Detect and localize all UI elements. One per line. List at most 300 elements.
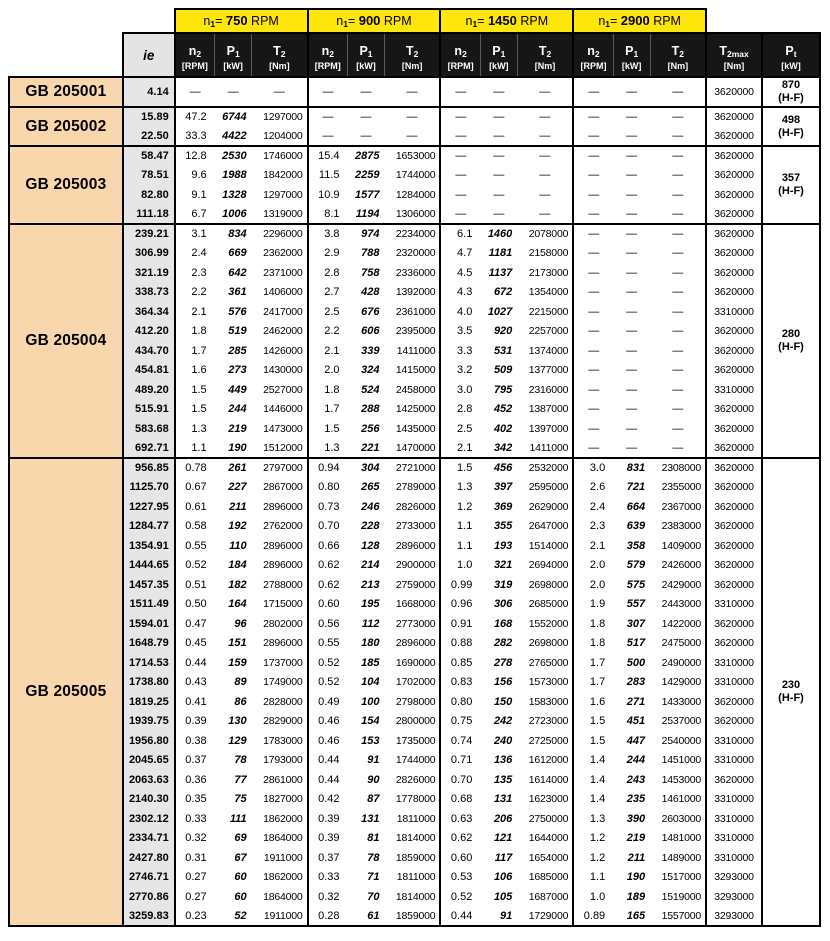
subcol-symbol xyxy=(309,39,347,61)
cell-n2-2900: — xyxy=(573,107,613,127)
subcol-unit: [RPM] xyxy=(447,60,474,71)
ie-value: 2334.71 xyxy=(123,829,175,849)
pt-value: 230 xyxy=(781,679,801,691)
cell-n2-2900: 1.3 xyxy=(589,812,606,825)
cell-t2max: 3620000 xyxy=(706,634,762,654)
cell-n2-1450: 0.63 xyxy=(450,812,473,825)
cell-n2-1450: 0.74 xyxy=(450,734,473,747)
ie-value: 2140.30 xyxy=(123,790,175,810)
ie-value: 1444.65 xyxy=(123,556,175,576)
header-blank-model xyxy=(9,33,123,77)
cell-n2-900: 3.8 xyxy=(308,224,348,244)
cell-n2-900: 2.2 xyxy=(324,325,340,338)
table-row xyxy=(9,497,820,517)
pt-note: (H-F) xyxy=(778,185,804,197)
cell-p1-750: 60 xyxy=(234,871,247,884)
cell-p1-2900: 447 xyxy=(626,734,646,747)
cell-n2-2900: 1.7 xyxy=(589,656,606,669)
cell-n2-750: 0.27 xyxy=(185,890,207,903)
cell-n2-2900: 1.6 xyxy=(589,695,606,708)
cell-p1-2900: 358 xyxy=(626,539,646,552)
cell-t2-2900: 1489000 xyxy=(650,848,706,868)
cell-p1-2900: — xyxy=(626,422,638,435)
cell-p1-2900: 235 xyxy=(626,793,646,806)
cell-p1-900: 606 xyxy=(361,325,380,338)
cell-p1-1450: 306 xyxy=(493,598,513,611)
cell-p1-750: 182 xyxy=(228,578,247,591)
cell-t2-750: 1297000 xyxy=(252,107,308,127)
cell-t2-1450: 2750000 xyxy=(517,809,573,829)
cell-t2-1450: 1685000 xyxy=(517,868,573,888)
speed-unit: RPM xyxy=(516,14,549,28)
t2max-sym: T xyxy=(719,43,727,58)
cell-p1-900: 221 xyxy=(361,441,380,454)
cell-t2-900: 2798000 xyxy=(384,692,440,712)
cell-p1-1450: 1027 xyxy=(487,305,513,318)
cell-p1-750: 151 xyxy=(228,637,247,650)
cell-t2-900: 1814000 xyxy=(384,887,440,907)
cell-n2-750: 0.35 xyxy=(185,793,207,806)
ie-value: 1819.25 xyxy=(123,692,175,712)
cell-n2-1450: 0.68 xyxy=(450,793,473,806)
cell-p1-1450: 150 xyxy=(493,695,513,708)
cell-n2-900: 10.9 xyxy=(318,188,340,201)
cell-n2-2900: 1.8 xyxy=(589,637,606,650)
ie-value: 58.47 xyxy=(123,146,175,166)
cell-p1-2900: — xyxy=(626,169,638,182)
cell-t2-900: 2896000 xyxy=(384,634,440,654)
cell-p1-900: 131 xyxy=(361,812,380,825)
speed-sym: n xyxy=(598,14,606,28)
cell-p1-1450: 1181 xyxy=(488,247,513,260)
ie-value: 1648.79 xyxy=(123,634,175,654)
cell-t2-2900: 2537000 xyxy=(650,712,706,732)
cell-t2-900: 1668000 xyxy=(384,595,440,615)
cell-p1-900: 1577 xyxy=(354,188,380,201)
cell-n2-750: 0.32 xyxy=(185,832,207,845)
cell-p1-2900: 211 xyxy=(627,851,646,864)
table-row xyxy=(9,556,820,576)
cell-n2-750: 0.27 xyxy=(185,871,207,884)
cell-n2-1450: 3.0 xyxy=(457,383,473,396)
cell-t2max: 3620000 xyxy=(706,127,762,147)
table-row xyxy=(9,439,820,459)
cell-p1-2900: — xyxy=(626,383,638,396)
cell-n2-750: — xyxy=(175,77,215,107)
cell-n2-2900: — xyxy=(588,325,600,338)
ie-value: 956.85 xyxy=(123,458,175,478)
cell-p1-1450: 531 xyxy=(493,344,513,357)
model-label: GB 205002 xyxy=(9,107,123,146)
cell-t2-1450: 2723000 xyxy=(517,712,573,732)
cell-n2-750: 1.1 xyxy=(191,441,207,454)
ie-value: 1227.95 xyxy=(123,497,175,517)
ie-value: 78.51 xyxy=(123,166,175,186)
cell-p1-1450: 106 xyxy=(493,871,513,884)
cell-p1-2900: 189 xyxy=(626,890,646,903)
cell-t2-750: 1749000 xyxy=(252,673,308,693)
table-row xyxy=(9,380,820,400)
cell-t2max: 3310000 xyxy=(706,380,762,400)
cell-n2-900: 0.52 xyxy=(318,676,340,689)
ie-value: 364.34 xyxy=(123,302,175,322)
cell-t2-900: 2759000 xyxy=(384,575,440,595)
cell-p1-1450: 319 xyxy=(493,578,513,591)
cell-n2-900: 0.73 xyxy=(318,500,340,513)
ie-value: 412.20 xyxy=(123,322,175,342)
subcol-sym: n xyxy=(587,43,595,58)
cell-n2-1450: 3.3 xyxy=(457,344,473,357)
cell-p1-750: 449 xyxy=(228,383,247,396)
cell-p1-1450: 105 xyxy=(493,890,513,903)
model-label: GB 205001 xyxy=(9,77,123,107)
cell-p1-750: 211 xyxy=(229,500,247,513)
subcol-sym: n xyxy=(454,43,463,58)
header-speed-row xyxy=(9,9,820,33)
cell-t2-750: 1862000 xyxy=(252,809,308,829)
cell-t2-750: 2788000 xyxy=(252,575,308,595)
header-t2-2900 xyxy=(650,33,706,77)
cell-p1-2900: — xyxy=(613,146,650,166)
table-row xyxy=(9,224,820,244)
ie-value: 1125.70 xyxy=(123,478,175,498)
cell-p1-900: 246 xyxy=(361,500,380,513)
cell-t2-750: 2371000 xyxy=(252,263,308,283)
subcol-sub: 2 xyxy=(280,48,286,59)
cell-n2-2900: — xyxy=(588,383,600,396)
cell-t2-750: 1911000 xyxy=(252,848,308,868)
cell-n2-750: 1.5 xyxy=(191,383,207,396)
cell-t2-750: 2296000 xyxy=(252,224,308,244)
subcol-sub: 2 xyxy=(413,48,419,59)
ie-value: 321.19 xyxy=(123,263,175,283)
subcol-sym: P xyxy=(359,43,368,58)
pt-header-symbol xyxy=(763,39,819,61)
cell-n2-1450: — xyxy=(455,169,467,182)
cell-n2-2900: — xyxy=(588,286,600,299)
cell-n2-2900: — xyxy=(573,77,613,107)
cell-p1-750: 244 xyxy=(228,403,247,416)
cell-t2-1450: 2078000 xyxy=(517,224,573,244)
table-header xyxy=(9,9,820,77)
cell-t2-900: 1744000 xyxy=(384,751,440,771)
subcol-sub: 2 xyxy=(679,48,685,59)
cell-t2max: 3310000 xyxy=(706,731,762,751)
cell-t2-2900: — xyxy=(650,185,706,205)
cell-t2-900: 1425000 xyxy=(384,400,440,420)
pt-cell xyxy=(762,146,820,224)
cell-t2-750: 1862000 xyxy=(252,868,308,888)
cell-n2-2900: — xyxy=(588,188,600,201)
cell-p1-1450: — xyxy=(480,77,517,107)
cell-p1-750: 86 xyxy=(234,695,247,708)
cell-t2-2900: 1422000 xyxy=(650,614,706,634)
cell-t2-750: 1715000 xyxy=(252,595,308,615)
cell-n2-900: 8.1 xyxy=(324,207,340,220)
cell-t2max: 3620000 xyxy=(706,770,762,790)
cell-t2-1450: — xyxy=(517,146,573,166)
cell-t2-2900: 1557000 xyxy=(650,907,706,927)
cell-p1-1450: 282 xyxy=(493,637,513,650)
cell-t2-900: 1415000 xyxy=(384,361,440,381)
cell-n2-2900: — xyxy=(588,169,600,182)
cell-t2-900: 1811000 xyxy=(384,868,440,888)
cell-p1-1450: 342 xyxy=(493,441,513,454)
cell-p1-1450: 355 xyxy=(493,520,513,533)
subcol-symbol xyxy=(614,39,650,61)
cell-n2-1450: 4.3 xyxy=(457,286,473,299)
cell-n2-750: 2.2 xyxy=(191,286,207,299)
cell-p1-750: 519 xyxy=(228,325,247,338)
subcol-unit: [RPM] xyxy=(181,60,208,71)
cell-t2-2900: 1481000 xyxy=(650,829,706,849)
cell-t2max: 3620000 xyxy=(706,263,762,283)
subcol-sym: P xyxy=(226,43,235,58)
cell-n2-1450: 0.83 xyxy=(450,676,473,689)
cell-t2-2900: — xyxy=(650,224,706,244)
cell-p1-1450: 1137 xyxy=(488,266,513,279)
cell-n2-900: 2.1 xyxy=(324,344,340,357)
cell-t2-750: 2462000 xyxy=(252,322,308,342)
table-row xyxy=(9,751,820,771)
cell-t2-750: 1473000 xyxy=(252,419,308,439)
cell-t2-2900: 2540000 xyxy=(650,731,706,751)
cell-t2-750: 1426000 xyxy=(252,341,308,361)
cell-p1-1450: — xyxy=(493,129,505,142)
speed-unit: RPM xyxy=(649,14,681,28)
cell-t2-2900: 2367000 xyxy=(650,497,706,517)
cell-t2-2900: — xyxy=(650,439,706,459)
speed-unit: RPM xyxy=(380,14,412,28)
speed-header-750 xyxy=(175,9,308,33)
ie-value: 1714.53 xyxy=(123,653,175,673)
cell-p1-1450: 91 xyxy=(480,907,517,927)
cell-n2-750: 0.45 xyxy=(185,637,207,650)
cell-n2-1450: 1.1 xyxy=(457,520,473,533)
ie-value: 515.91 xyxy=(123,400,175,420)
speed-unit: RPM xyxy=(247,14,279,28)
cell-p1-750: — xyxy=(215,77,252,107)
cell-t2-1450: 2316000 xyxy=(517,380,573,400)
cell-t2-2900: 1461000 xyxy=(650,790,706,810)
cell-p1-900: 256 xyxy=(361,422,380,435)
pt-value: 357 xyxy=(781,172,801,184)
table-row xyxy=(9,341,820,361)
header-blank-right xyxy=(706,9,820,33)
cell-n2-900: — xyxy=(322,129,334,142)
cell-n2-2900: 1.7 xyxy=(589,676,606,689)
cell-t2-900: 1284000 xyxy=(384,185,440,205)
cell-p1-900: — xyxy=(348,77,385,107)
subcol-sym: P xyxy=(492,43,501,58)
subcol-sub: 1 xyxy=(633,48,639,59)
cell-t2-900: — xyxy=(384,107,440,127)
cell-t2-2900: 1451000 xyxy=(650,751,706,771)
cell-p1-2900: 283 xyxy=(626,676,646,689)
ie-value: 2770.86 xyxy=(123,887,175,907)
cell-t2-1450: 1374000 xyxy=(517,341,573,361)
cell-t2-1450: 2595000 xyxy=(517,478,573,498)
cell-p1-1450: 452 xyxy=(493,403,513,416)
cell-t2-750: 2896000 xyxy=(252,497,308,517)
cell-t2-900: 1702000 xyxy=(384,673,440,693)
cell-p1-900: 324 xyxy=(361,364,380,377)
table-row xyxy=(9,907,820,927)
cell-p1-900: 78 xyxy=(367,851,380,864)
ie-value: 2045.65 xyxy=(123,751,175,771)
cell-p1-750: 273 xyxy=(228,364,247,377)
cell-n2-1450: — xyxy=(455,129,467,142)
cell-n2-2900: 1.5 xyxy=(589,734,606,747)
cell-p1-750: 2530 xyxy=(215,146,252,166)
cell-t2-1450: 1614000 xyxy=(517,770,573,790)
cell-t2-750: 2861000 xyxy=(252,770,308,790)
cell-t2-1450: 2215000 xyxy=(517,302,573,322)
cell-p1-750: 111 xyxy=(229,812,247,825)
subcol-sym: T xyxy=(405,43,414,58)
table-row xyxy=(9,107,820,127)
cell-n2-900: 2.7 xyxy=(324,286,340,299)
cell-p1-750: 361 xyxy=(228,286,247,299)
cell-t2-1450: — xyxy=(517,205,573,225)
cell-t2-900: 2826000 xyxy=(384,770,440,790)
pt-value: 870 xyxy=(781,79,801,91)
cell-t2max: 3620000 xyxy=(706,536,762,556)
pt-unit: [kW] xyxy=(781,60,801,71)
cell-p1-1450: 795 xyxy=(493,383,513,396)
table-row xyxy=(9,517,820,537)
cell-n2-750: 0.55 xyxy=(185,539,207,552)
cell-n2-2900: 2.0 xyxy=(589,578,606,591)
table-row xyxy=(9,478,820,498)
header-n2-750 xyxy=(175,33,215,77)
table-row xyxy=(9,244,820,264)
cell-p1-1450: 121 xyxy=(493,832,513,845)
ie-value: 2063.63 xyxy=(123,770,175,790)
ie-value: 111.18 xyxy=(123,205,175,225)
cell-t2-900: 1392000 xyxy=(384,283,440,303)
table-row xyxy=(9,653,820,673)
cell-t2-900: 1306000 xyxy=(384,205,440,225)
cell-t2-1450: 1514000 xyxy=(517,536,573,556)
ie-header: ie xyxy=(123,33,175,77)
cell-p1-900: 288 xyxy=(361,403,380,416)
cell-p1-1450: — xyxy=(480,146,517,166)
speed-sub: 1 xyxy=(343,19,348,29)
cell-t2-750: 1842000 xyxy=(252,166,308,186)
table-row xyxy=(9,127,820,147)
cell-t2-1450: 2694000 xyxy=(517,556,573,576)
cell-t2-1450: — xyxy=(517,166,573,186)
speed-sub: 1 xyxy=(605,19,611,29)
cell-p1-2900: 721 xyxy=(626,481,646,494)
cell-n2-900: 0.94 xyxy=(308,458,348,478)
cell-p1-1450: — xyxy=(493,207,505,220)
cell-t2max: 3310000 xyxy=(706,848,762,868)
cell-t2-1450: 1573000 xyxy=(517,673,573,693)
cell-p1-2900: 579 xyxy=(626,559,646,572)
cell-n2-2900: 1.4 xyxy=(589,754,606,767)
speed-eq: = xyxy=(610,14,621,28)
cell-t2-750: 2802000 xyxy=(252,614,308,634)
cell-t2max: 3310000 xyxy=(706,809,762,829)
pt-note: (H-F) xyxy=(778,92,804,104)
cell-n2-900: 0.46 xyxy=(318,734,340,747)
cell-n2-750: 2.1 xyxy=(191,305,207,318)
cell-n2-900: 0.52 xyxy=(318,656,340,669)
cell-p1-2900: — xyxy=(626,286,638,299)
cell-t2-1450: — xyxy=(517,107,573,127)
cell-p1-750: 77 xyxy=(234,773,247,786)
cell-t2-750: 1512000 xyxy=(252,439,308,459)
t2max-header xyxy=(706,33,762,77)
table-row xyxy=(9,790,820,810)
cell-p1-750: 164 xyxy=(228,598,247,611)
cell-p1-2900: 307 xyxy=(626,617,646,630)
cell-p1-750: 227 xyxy=(228,481,247,494)
cell-n2-1450: 0.62 xyxy=(450,832,473,845)
cell-p1-750: 67 xyxy=(234,851,247,864)
cell-t2max: 3620000 xyxy=(706,400,762,420)
cell-t2-750: 2896000 xyxy=(252,536,308,556)
cell-n2-750: 3.1 xyxy=(175,224,215,244)
cell-n2-900: 1.7 xyxy=(324,403,340,416)
cell-t2max: 3620000 xyxy=(706,575,762,595)
cell-t2max: 3620000 xyxy=(706,166,762,186)
cell-t2-2900: 1519000 xyxy=(650,887,706,907)
cell-p1-2900: 500 xyxy=(626,656,646,669)
subcol-sym: T xyxy=(273,43,281,58)
header-t2-900 xyxy=(384,33,440,77)
cell-p1-1450: 242 xyxy=(493,715,513,728)
cell-t2-2900: 2429000 xyxy=(650,575,706,595)
cell-n2-2900: — xyxy=(588,207,600,220)
cell-t2max: 3310000 xyxy=(706,790,762,810)
cell-t2-750: 1746000 xyxy=(252,146,308,166)
cell-n2-900: 2.0 xyxy=(324,364,340,377)
cell-n2-750: 0.78 xyxy=(175,458,215,478)
header-t2-750 xyxy=(252,33,308,77)
cell-t2-2900: — xyxy=(650,77,706,107)
cell-t2-900: 1735000 xyxy=(384,731,440,751)
cell-t2-2900: — xyxy=(650,341,706,361)
cell-n2-900: 0.62 xyxy=(318,559,340,572)
speed-value: 2900 xyxy=(620,13,650,28)
cell-t2-2900: 2443000 xyxy=(650,595,706,615)
cell-p1-1450: 168 xyxy=(493,617,513,630)
cell-t2-900: 2458000 xyxy=(384,380,440,400)
ie-value: 2302.12 xyxy=(123,809,175,829)
ie-value: 1738.80 xyxy=(123,673,175,693)
cell-t2-2900: — xyxy=(650,146,706,166)
cell-p1-1450: — xyxy=(493,169,505,182)
table-row xyxy=(9,595,820,615)
cell-n2-900: 0.49 xyxy=(318,695,340,708)
ie-value: 306.99 xyxy=(123,244,175,264)
cell-t2-900: 2826000 xyxy=(384,497,440,517)
speed-sym: n xyxy=(465,14,473,28)
cell-n2-900: 0.39 xyxy=(318,812,340,825)
cell-n2-900: 0.39 xyxy=(318,832,340,845)
cell-p1-900: 128 xyxy=(361,539,380,552)
cell-t2-1450: 2698000 xyxy=(517,575,573,595)
cell-n2-900: 0.80 xyxy=(318,481,340,494)
cell-n2-1450: 0.88 xyxy=(450,637,473,650)
cell-p1-1450: 321 xyxy=(493,559,513,572)
cell-n2-2900: 1.4 xyxy=(589,773,606,786)
cell-t2-750: 1446000 xyxy=(252,400,308,420)
table-row xyxy=(9,712,820,732)
